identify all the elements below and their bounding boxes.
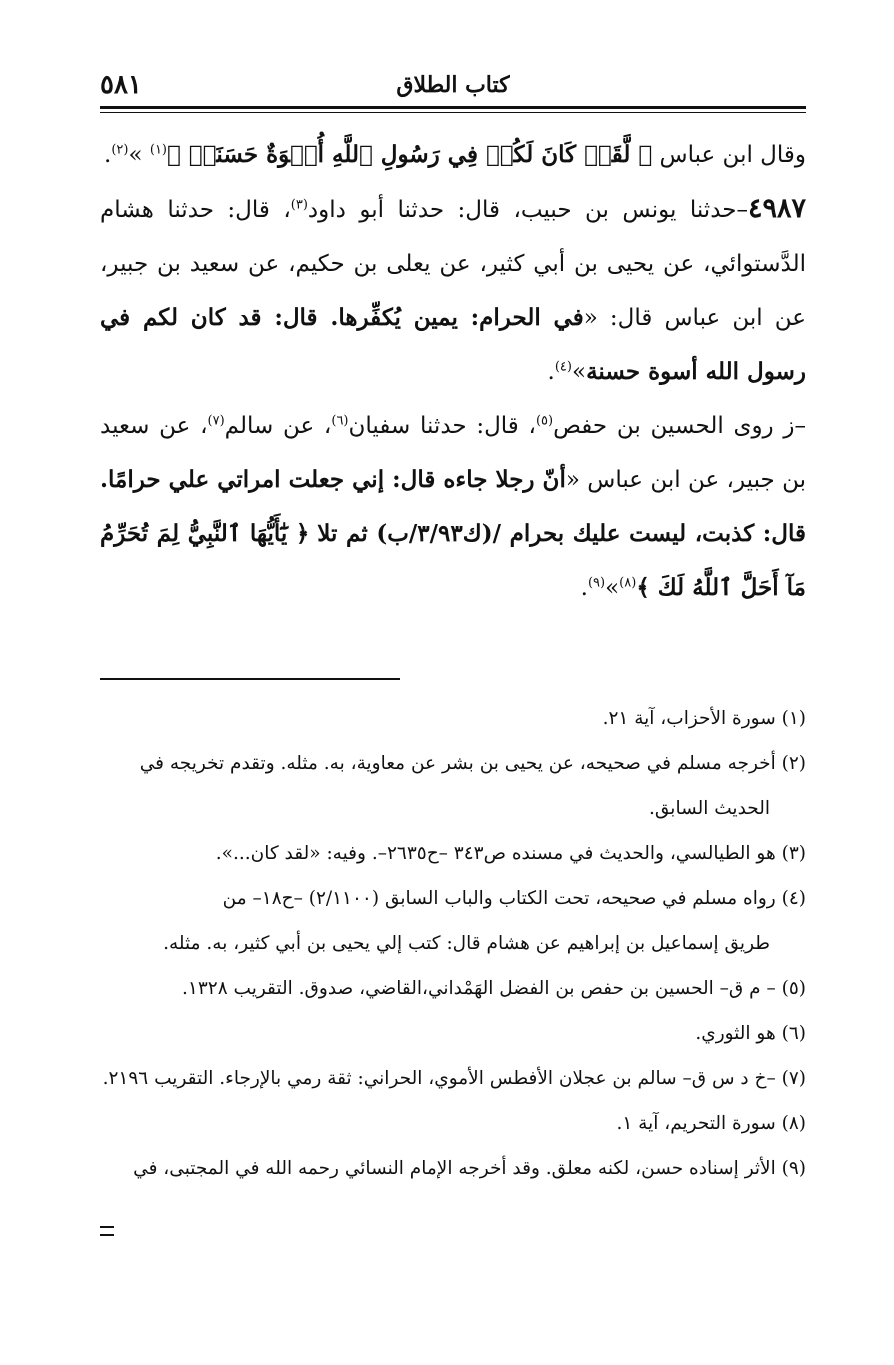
- text: .: [580, 575, 588, 601]
- footnote-3: (٣) هو الطيالسي، والحديث في مسنده ص٣٤٣ –ح٢٦٣٥–. وفيه: «لقد كان...».: [215, 843, 806, 864]
- continuation-mark-text: [113, 1228, 114, 1229]
- footnote-4: (٤) رواه مسلم في صحيحه، تحت الكتاب والباب السابق (٢/١١٠٠) –ح١٨– من: [222, 888, 806, 909]
- text: ، قال: حدثنا سفيان: [348, 413, 536, 439]
- text: –ز روى الحسين بن حفص: [553, 413, 806, 439]
- page-number: ٥٨١: [100, 70, 142, 100]
- quran-verse: ﴿ لَّقَدۡ كَانَ لَكُمۡ فِي رَسُولِ ٱللَّهِ أُسۡوَةٌ حَسَنَةٞ ﴾: [167, 141, 653, 168]
- text: –حدثنا يونس بن حبيب، قال: حدثنا أبو داود: [307, 197, 748, 223]
- footnotes: [100, 696, 806, 1191]
- text: ، عن سعيد بن جبير، عن ابن عباس «: [100, 413, 806, 493]
- footnote-marker: (٣): [290, 197, 308, 213]
- footnote-marker: (٧): [207, 413, 225, 429]
- text: .: [104, 142, 112, 168]
- footnote-separator: [100, 678, 400, 680]
- footnote-marker: (٨): [619, 575, 637, 591]
- footnote-marker: (٤): [554, 359, 572, 375]
- footnote-5: (٥) – م ق– الحسين بن حفص بن الفضل الهَمْداني،القاضي، صدوق. التقريب ١٣٢٨.: [182, 978, 806, 999]
- text: وقال ابن عباس: [659, 142, 806, 168]
- header-rule-thin: [100, 112, 806, 113]
- footnote-marker: (٢): [111, 142, 129, 158]
- text: »: [128, 142, 143, 168]
- footnote-7: (٧) –خ د س ق– سالم بن عجلان الأفطس الأموي، الحراني: ثقة رمي بالإرجاء. التقريب ٢١٩٦.: [102, 1068, 806, 1089]
- text: .: [547, 359, 555, 385]
- footnote-marker: (٦): [331, 413, 349, 429]
- text: »: [571, 359, 587, 385]
- bold-text: أنّ رجلا جاءه قال: إني جعلت امراتي علي حرامًا. قال: كذبت، ليست عليك بحرام /(ك٣/٩٣/ب) ثم تلا: [100, 466, 806, 547]
- book-title: كتاب الطلاق: [396, 72, 510, 98]
- paragraph-2: [100, 182, 806, 399]
- footnote-8: (٨) سورة التحريم، آية ١.: [616, 1113, 806, 1134]
- text: »: [605, 575, 620, 601]
- footnote-marker: (٩): [587, 575, 606, 591]
- running-header: [100, 70, 806, 106]
- footnote-4-continued: طريق إسماعيل بن إبراهيم عن هشام قال: كتب إلي يحيى بن أبي كثير، به. مثله.: [163, 933, 770, 954]
- text: ، قال: حدثنا هشام الدَّستوائي، عن يحيى بن أبي كثير، عن يعلى بن حكيم، عن سعيد بن جبير، عن ابن عباس قال: «: [100, 197, 806, 331]
- bold-text: في الحرام: يمين يُكفِّرها. قال: قد كان لكم في رسول الله أسوة حسنة: [100, 304, 806, 385]
- footnote-1: (١) سورة الأحزاب، آية ٢١.: [602, 708, 806, 729]
- footnote-2-continued: الحديث السابق.: [649, 798, 770, 819]
- header-rule-thick: [100, 106, 806, 109]
- text: ، عن سالم: [224, 413, 332, 439]
- page-content: [100, 0, 806, 1365]
- hadith-number: ٤٩٨٧: [747, 193, 806, 224]
- footnote-9: (٩) الأثر إسناده حسن، لكنه معلق. وقد أخرجه الإمام النسائي رحمه الله في المجتبى، في: [133, 1158, 806, 1179]
- quran-verse: ﴿ يَٰٓأَيُّهَا ٱلنَّبِيُّ لِمَ تُحَرِّمُ مَآ أَحَلَّ ٱللَّهُ لَكَ ﴾: [100, 520, 806, 601]
- continuation-mark: [100, 1226, 114, 1236]
- footnote-2: (٢) أخرجه مسلم في صحيحه، عن يحيى بن بشر عن معاوية، به. مثله. وتقدم تخريجه في: [139, 753, 806, 774]
- footnote-marker: (١): [149, 142, 167, 158]
- main-text: [100, 128, 806, 615]
- footnote-marker: (٥): [535, 413, 554, 429]
- paragraph-1: [100, 128, 806, 182]
- paragraph-3: [100, 399, 806, 615]
- footnote-6: (٦) هو الثوري.: [695, 1023, 806, 1044]
